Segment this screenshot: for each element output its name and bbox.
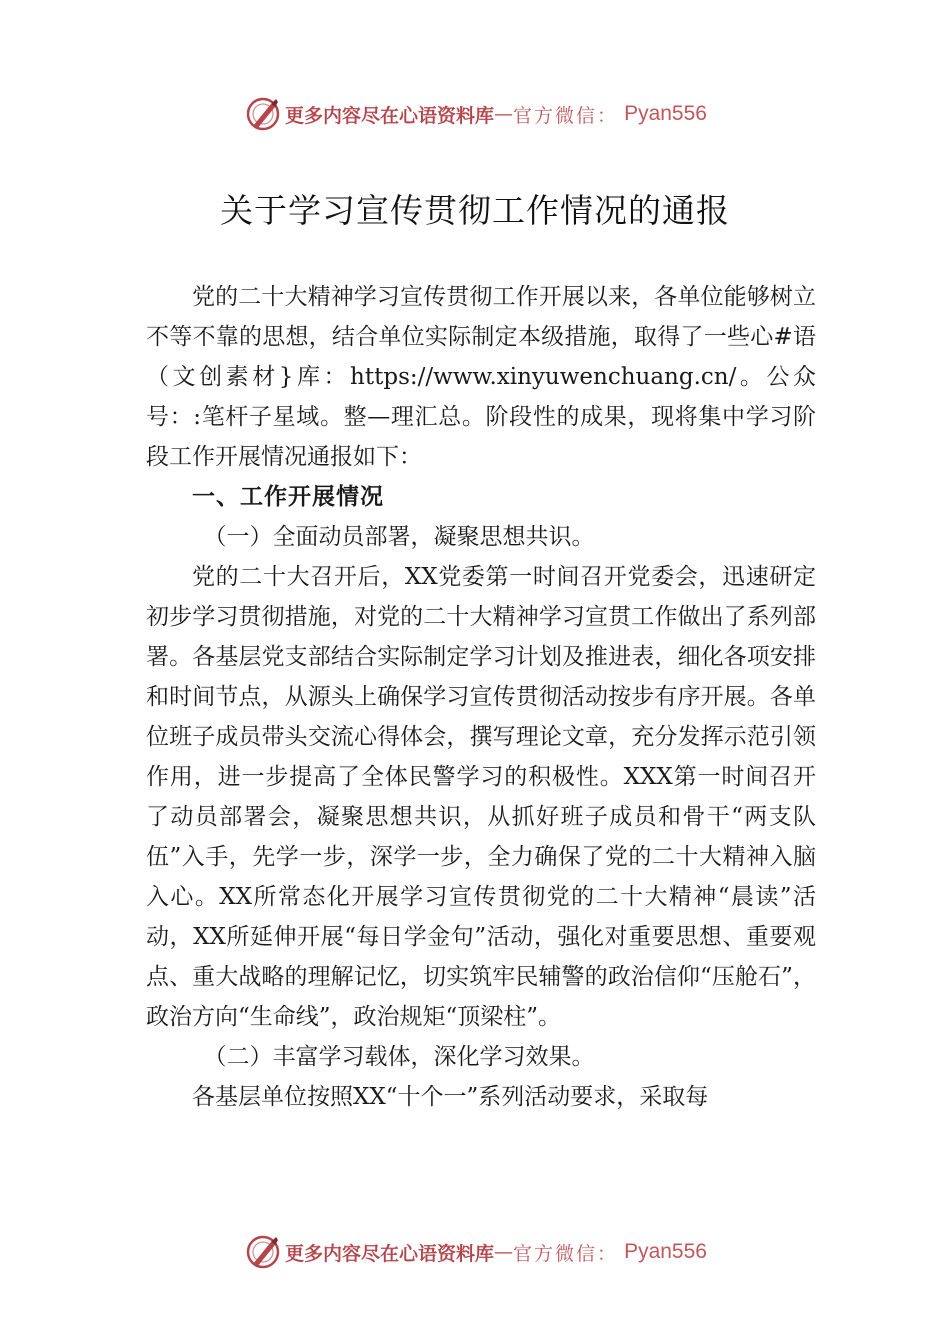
watermark-wechat-id: Pyan556	[624, 102, 707, 125]
fountain-pen-logo-icon	[243, 1232, 283, 1272]
watermark-wechat-label: 官方微信：	[513, 1242, 619, 1265]
subsection-body-2: 各基层单位按照XX“十个一”系列活动要求，采取每	[192, 1084, 709, 1110]
watermark-brand: 更多内容尽在心语资料库	[285, 104, 495, 127]
watermark-header	[0, 92, 950, 136]
document-title: 关于学习宣传贯彻工作情况的通报	[220, 191, 730, 230]
subsection-heading-2: （二）丰富学习载体，深化学习效果。	[203, 1044, 595, 1070]
intro-paragraph: 党的二十大精神学习宣传贯彻工作开展以来，各单位能够树立不等不靠的思想，结合单位实际制定本级措施，取得了一些心#语（文创素材}库：https://www.xinyuwenchuang.cn/。公众号：:笔杆子星域。整—理汇总。阶段性的成果，现将集中学习阶段工作开展情况通报如下：	[146, 284, 816, 470]
subsection-body-1: 党的二十大召开后，XX党委第一时间召开党委会，迅速研定初步学习贯彻措施，对党的二十大精神学习宣贯工作做出了系列部署。各基层党支部结合实际制定学习计划及推进表，细化各项安排和时间节点，从源头上确保学习宣传贯彻活动按步有序开展。各单位班子成员带头交流心得体会，撰写理论文章，充分发挥示范引领作用，进一步提高了全体民警学习的积极性。XXX第一时间召开了动员部署会，凝聚思想共识，从抓好班子成员和骨干“两支队伍”入手，先学一步，深学一步，全力确保了党的二十大精神入脑入心。XX所常态化开展学习宣传贯彻党的二十大精神“晨读”活动，XX所延伸开展“每日学金句”活动，强化对重要思想、重要观点、重大战略的理解记忆，切实筑牢民辅警的政治信仰“压舱石”，政治方向“生命线”，政治规矩“顶梁柱”。	[146, 564, 816, 1030]
watermark-wechat-id: Pyan556	[624, 1240, 707, 1263]
document-body	[146, 277, 816, 1117]
subsection-heading-1: （一）全面动员部署，凝聚思想共识。	[203, 524, 595, 550]
section-heading-1: 一、工作开展情况	[192, 484, 384, 510]
watermark-separator: —	[494, 103, 514, 125]
watermark-footer	[0, 1230, 950, 1274]
watermark-brand: 更多内容尽在心语资料库	[285, 1242, 495, 1265]
fountain-pen-logo-icon	[243, 94, 283, 134]
watermark-wechat-label: 官方微信：	[513, 104, 619, 127]
watermark-separator: —	[494, 1241, 514, 1263]
